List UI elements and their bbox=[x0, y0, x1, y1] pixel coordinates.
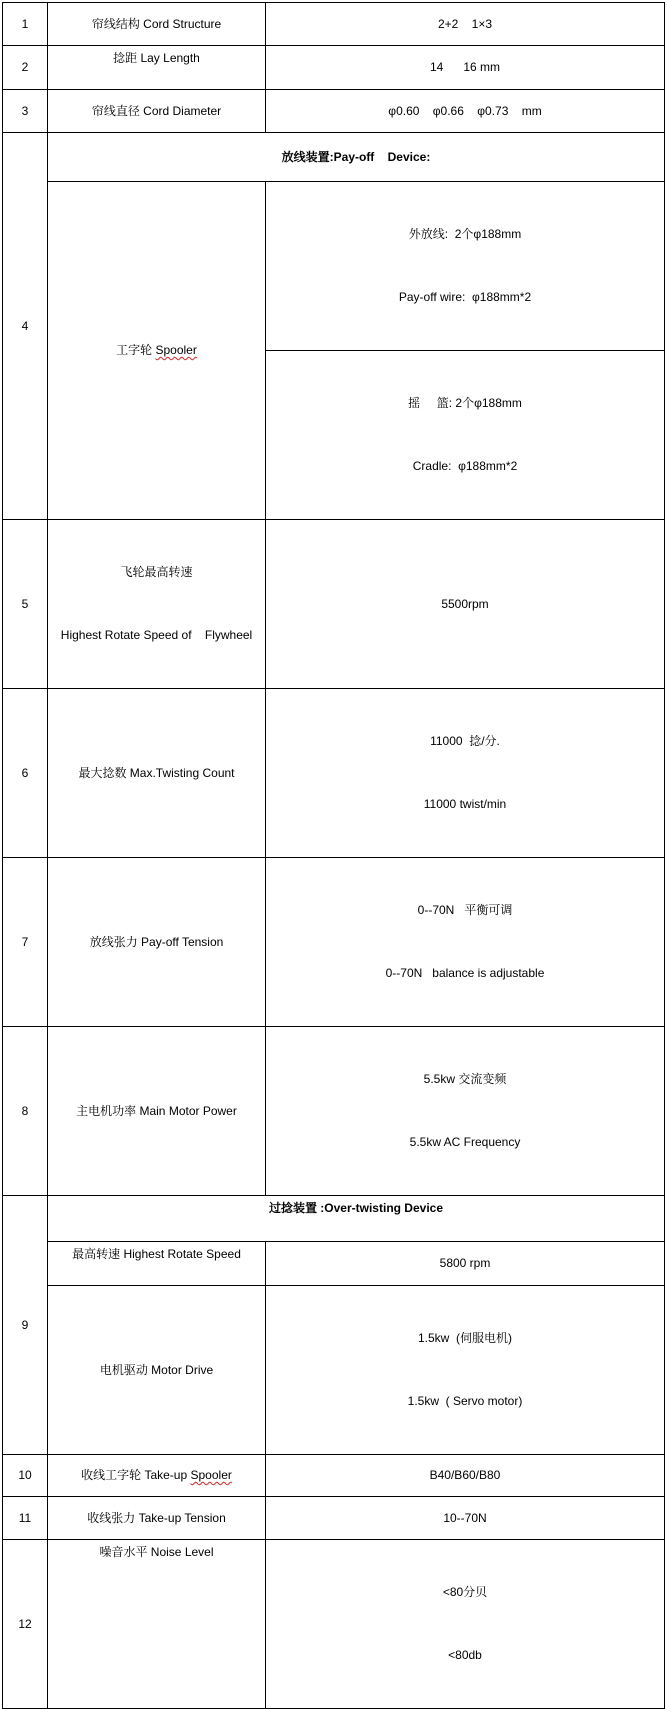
value-line-en: 11000 twist/min bbox=[423, 797, 507, 811]
table-row bbox=[3, 1497, 665, 1540]
spec-value: 14 16 mm bbox=[266, 46, 665, 90]
table-row bbox=[3, 46, 665, 90]
section-header: 过捻装置 :Over-twisting Device bbox=[48, 1196, 665, 1242]
spec-value: 10--70N bbox=[266, 1497, 665, 1540]
table-row bbox=[3, 3, 665, 46]
table-row bbox=[3, 1027, 665, 1196]
table-row bbox=[3, 133, 665, 182]
spec-value: 5500rpm bbox=[266, 520, 665, 689]
row-number: 1 bbox=[3, 3, 48, 46]
spec-name-spelling-flag: Spooler bbox=[190, 1468, 232, 1482]
spec-value: φ0.60 φ0.66 φ0.73 mm bbox=[266, 90, 665, 133]
spec-name-spelling-flag: Spooler bbox=[155, 343, 197, 357]
spec-name: 电机驱动 Motor Drive bbox=[48, 1286, 266, 1455]
value-line-cn: 外放线: 2个φ188mm bbox=[408, 227, 522, 241]
spec-name: 捻距 Lay Length bbox=[48, 46, 266, 90]
spec-name: 主电机功率 Main Motor Power bbox=[48, 1027, 266, 1196]
spec-value: 2+2 1×3 bbox=[266, 3, 665, 46]
value-line-cn: 11000 捻/分. bbox=[430, 734, 500, 748]
row-number: 2 bbox=[3, 46, 48, 90]
spec-table bbox=[2, 2, 665, 1709]
table-row bbox=[3, 1196, 665, 1242]
spec-value: 5800 rpm bbox=[266, 1242, 665, 1286]
value-line-cn: 摇 篮: 2个φ188mm bbox=[408, 396, 522, 410]
spec-value bbox=[266, 1286, 665, 1455]
spec-value bbox=[266, 858, 665, 1027]
spec-name-text: 工字轮 bbox=[116, 343, 156, 357]
spec-name-cn: 飞轮最高转速 bbox=[120, 565, 193, 579]
spec-name: 最高转速 Highest Rotate Speed bbox=[48, 1242, 266, 1286]
spec-value bbox=[266, 351, 665, 520]
spec-value bbox=[266, 689, 665, 858]
table-row bbox=[3, 1242, 665, 1286]
value-line-en: 1.5kw ( Servo motor) bbox=[407, 1394, 523, 1408]
row-number: 9 bbox=[3, 1196, 48, 1455]
spec-name bbox=[48, 520, 266, 689]
table-row bbox=[3, 520, 665, 689]
table-row bbox=[3, 1286, 665, 1455]
spec-name: 放线张力 Pay-off Tension bbox=[48, 858, 266, 1027]
value-line-en: Cradle: φ188mm*2 bbox=[412, 459, 518, 473]
value-line-en: 5.5kw AC Frequency bbox=[409, 1135, 521, 1149]
row-number: 3 bbox=[3, 90, 48, 133]
row-number: 12 bbox=[3, 1540, 48, 1709]
table-row bbox=[3, 858, 665, 1027]
value-line-en: <80db bbox=[448, 1648, 482, 1662]
row-number: 7 bbox=[3, 858, 48, 1027]
row-number: 6 bbox=[3, 689, 48, 858]
spec-value: B40/B60/B80 bbox=[266, 1455, 665, 1497]
spec-name: 最大捻数 Max.Twisting Count bbox=[48, 689, 266, 858]
spec-name-text: 收线工字轮 Take-up bbox=[81, 1468, 191, 1482]
spec-name bbox=[48, 1455, 266, 1497]
table-row bbox=[3, 182, 665, 351]
row-number: 5 bbox=[3, 520, 48, 689]
table-row bbox=[3, 1540, 665, 1709]
spec-value bbox=[266, 1540, 665, 1709]
value-line-cn: 5.5kw 交流变频 bbox=[423, 1072, 507, 1086]
value-line-en: 0--70N balance is adjustable bbox=[385, 966, 545, 980]
value-line-cn: 0--70N 平衡可调 bbox=[417, 903, 513, 917]
spec-name: 帘线直径 Cord Diameter bbox=[48, 90, 266, 133]
spec-value bbox=[266, 182, 665, 351]
row-number: 8 bbox=[3, 1027, 48, 1196]
table-row bbox=[3, 1455, 665, 1497]
spec-name-en: Highest Rotate Speed of Flywheel bbox=[60, 628, 253, 642]
row-number: 11 bbox=[3, 1497, 48, 1540]
section-header: 放线装置:Pay-off Device: bbox=[48, 133, 665, 182]
row-number: 10 bbox=[3, 1455, 48, 1497]
spec-name bbox=[48, 182, 266, 520]
row-number: 4 bbox=[3, 133, 48, 520]
spec-name: 噪音水平 Noise Level bbox=[48, 1540, 266, 1709]
spec-name: 帘线结构 Cord Structure bbox=[48, 3, 266, 46]
value-line-en: Pay-off wire: φ188mm*2 bbox=[398, 290, 532, 304]
value-line-cn: 1.5kw (伺服电机) bbox=[417, 1331, 512, 1345]
spec-value bbox=[266, 1027, 665, 1196]
table-row bbox=[3, 689, 665, 858]
spec-name: 收线张力 Take-up Tension bbox=[48, 1497, 266, 1540]
table-row bbox=[3, 90, 665, 133]
value-line-cn: <80分贝 bbox=[442, 1585, 488, 1599]
